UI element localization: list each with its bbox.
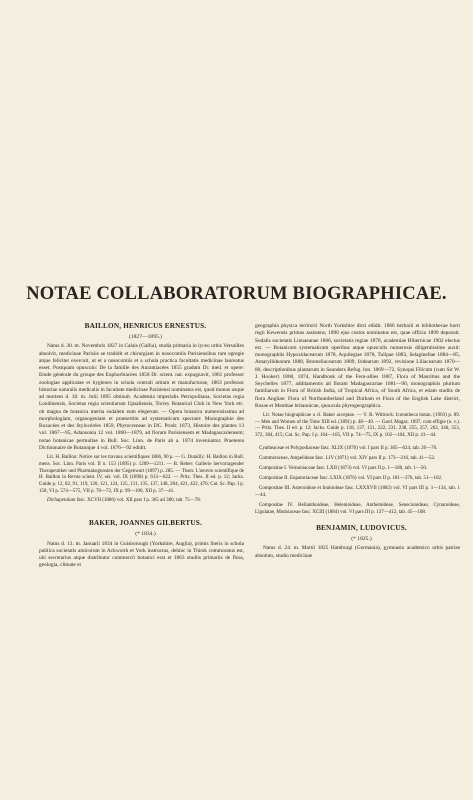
right-column [255, 323, 460, 562]
entry-text-baker-cont: geographia physica territorii North Yorkshire dicti edidit. 1866 herbarii et bibliothecae horti regii Kewensis primus assistens, 1890 ejus custos nominatus est, quae officia 1899 deposuit. Sodalis societatis Linnaeanae 1866, societatis regiae 1878, academiae Hibernicae 1902 electus est. — Botanicam systematicam operibus atque opusculis numerosis diligentissime auxit: monographiis Hypoxidacearum 1878, Aquilegiae 1878, Tulipae 1883, Selaginellae 1884—85, Amaryllidearum 1888, Bromeliacearum 1889, Iridearum 1892, revisione Liliacearum 1870—80, descriptionibus plantarum in Saunders Refug. bot. 1869—72, Synopsi Filicum (cum Sir W. J. Hooker) 1868, 1874, Handbook of the Fern-allies 1887, Flora of Mauritius and the Seychelles 1877, additamentis ad floram Madagascariae 1881—90, monographiis plurium familiarum in Flora of British India, of Tropical Africa, of South Africa, et etiam studiis de flora Angliae: Flora of Northumberland and Durham et Flora of the English Lake district, Rosae et Menthae britannicae, quoucula phytogeographica. [255, 323, 460, 409]
entry-heading-baillon: BAILLON, HENRICUS ERNESTUS. [84, 322, 207, 330]
entry-work-baker-4: Compositae II. Eupatoriaceae fasc. LXIX (1876) vol. VI pars II p. 181—376, tab. 51—102. [259, 476, 443, 482]
entry-text-baker: Natus d. 13. m. Januarii 1834 in Guisborough (Yorkshire, Anglia), primis literis in schola publica societatis amicorum in Ackworth et York instructus, dehinc in Thirsk commoratus est, ubi secretarius atque distributor commercii botanici erat et 1863 studiis primariis de flora, geologia, climate et [39, 540, 244, 569]
entry-dates-baillon: (1827—1895.) [128, 334, 163, 341]
entry-text-baillon: Natus d. 30. m. Novembris 1827 in Calais (Gallia), studia primaria in lyceo urbis Versailles absolvit, medicinae Parisiis se tradidit et chirurgiam in nosocomiis Parisiensibus tum egregie atque feliciter exercuit, ut et a nosocomiis et a schola practica facultatis medicinae laureatus esset. Postquam opusculo: De la famille des Aurantiacées 1855 gradum Dr. med. et opere: Etude générale du groupe des Euphorbiacées 1858 Dr. scient. nat. expugnavit, 1861 professor zoologiae applicatae et hygienes in schola centrali artium et manufacturae, 1863 professor historiae naturalis medicalis in facultate medicinae Parisiensi nominatus est, quod munus usque ad mortem d. 18. m. Julii 1895 obtinuit. Academia imperialis Petropolitana, Societas regia Londinensis, Societas regia scientiarum Upsaliensis, Torrey Botanical Club in New York etc. ob magna de botanica merita sodalem eum elegerunt. — Opera botanica numerosissima ad morphologiam, organogeniam et praesertim ad systematicam spectant: Monographie des Buxacées et des Stylocérées 1859, Phytocreneae in DC. Prodr. 1873, Histoire des plantes 13 vol. 1867—95, Adansonia 12 vol. 1860—1879, ad floram Parisiensem et Madagascariensem; notae botanicae permultae in Bull. Soc. Linn. de Paris ab a. 1874 inveniuntur. Praeterea Dictionnaire de Botanique 4 vol. 1876—92 edidit. [39, 343, 244, 451]
entry-work-baker-5: Compositae III. Asteroideae et Inuloideae fasc. LXXXVII (1882) vol. VI pars III p. 1—134, tab. 1—44. [255, 486, 460, 499]
entry-literature-baillon: Lit. H. Baillon: Notice sur les travaux scientifiques 1866, 90 p. — G. Dutailly: H. Baillon in Bull. mens. Soc. Linn. Paris vol. II n. 153 (1895) p. 1209—1211. — B. Reber: Gallerie hervorragender Therapeutiker und Pharmakognosten der Gegenwart (1897) p. 285. — Tison: L'oeuvre scientifique de H. Baillon in Revue scient. IV, sér. vol. IX (1898) p. 613—622. — Pritz. Thes. II ed. p. 12; Jacks. Guide p. 12, 82, 91, 119, 120, 121, 124, 125, 131, 135, 137, 148, 204, 421, 422, 476; Cat. Sc. Pap. I p. 158, VI p. 574—575, VII p. 70—72, IX p. 99—100, XII p. 37—41. [39, 455, 244, 494]
entry-work-baker-2: Commeraceae, Ampelideae fasc. LIV (1871) vol. XIV pars II p. 173—216, tab. 41—52. [259, 456, 436, 462]
entry-heading-benjamin: BENJAMIN, LUDOVICUS. [316, 523, 407, 532]
entry-dates-benjamin: (* 1825.) [351, 536, 372, 543]
entry-heading-baker: BAKER, JOANNES GILBERTUS. [89, 519, 202, 528]
entry-text-benjamin: Natus d. 24. m. Martii 1825 Hamburgi (Germania), gymnasio academico urbis patriae absoluto, studio medicinae [255, 545, 460, 559]
work-title: Dichapetalum [47, 498, 76, 504]
page-title: NOTAE COLLABORATORUM BIOGRAPHICAE. [26, 284, 447, 304]
spacer [39, 507, 244, 519]
entry-dates-baker: (* 1834.) [135, 531, 156, 538]
entry-work-baker-1: Cyatheaceae et Polypodiaceae fasc. XLIX (1870) vol. I pars II p. 305—624, tab. 20—70. [259, 446, 438, 451]
entry-work-baker-6: Compositae IV. Helianthoideae, Helenioideae, Anthemideae, Senecionideae, Cynaroideae, Ligulatae, Mutisiaceae fasc. XCIII (1884) vol. VI pars III p. 137—412, tab. 45—108. [255, 503, 460, 515]
left-column [39, 322, 244, 572]
entry-work-baillon: Dichapetalum fasc. XCVII (1886) vol. XII pars I p. 365 ad 380, tab. 75—78. [47, 498, 201, 504]
entry-work-baker-3: Compositae I. Vernoniaceae fasc. LXII (1873) vol. VI pars II p. 1—180, tab. 1—50. [259, 466, 428, 472]
entry-literature-baker: Lit. Notae biographicae a cl. Baker acceptae. — V. B. Wittrock: Iconotheca botan. (1903) p. 89. — Men and Women of the Time XIII ed. (1891) p. 48—49. — Gard. Magaz. 1897, cum effigie (n. v.). — Pritz. Thes. II ed. p. 12; Jacks. Guide p. 118, 137, 151, 222, 231, 238, 255, 257, 262, 346, 353, 372, 384, 415; Cat. Sc. Pap. I p. 164—165, VII p. 74—75, IX p. 102—104, XII p. 41—44. [255, 413, 460, 439]
